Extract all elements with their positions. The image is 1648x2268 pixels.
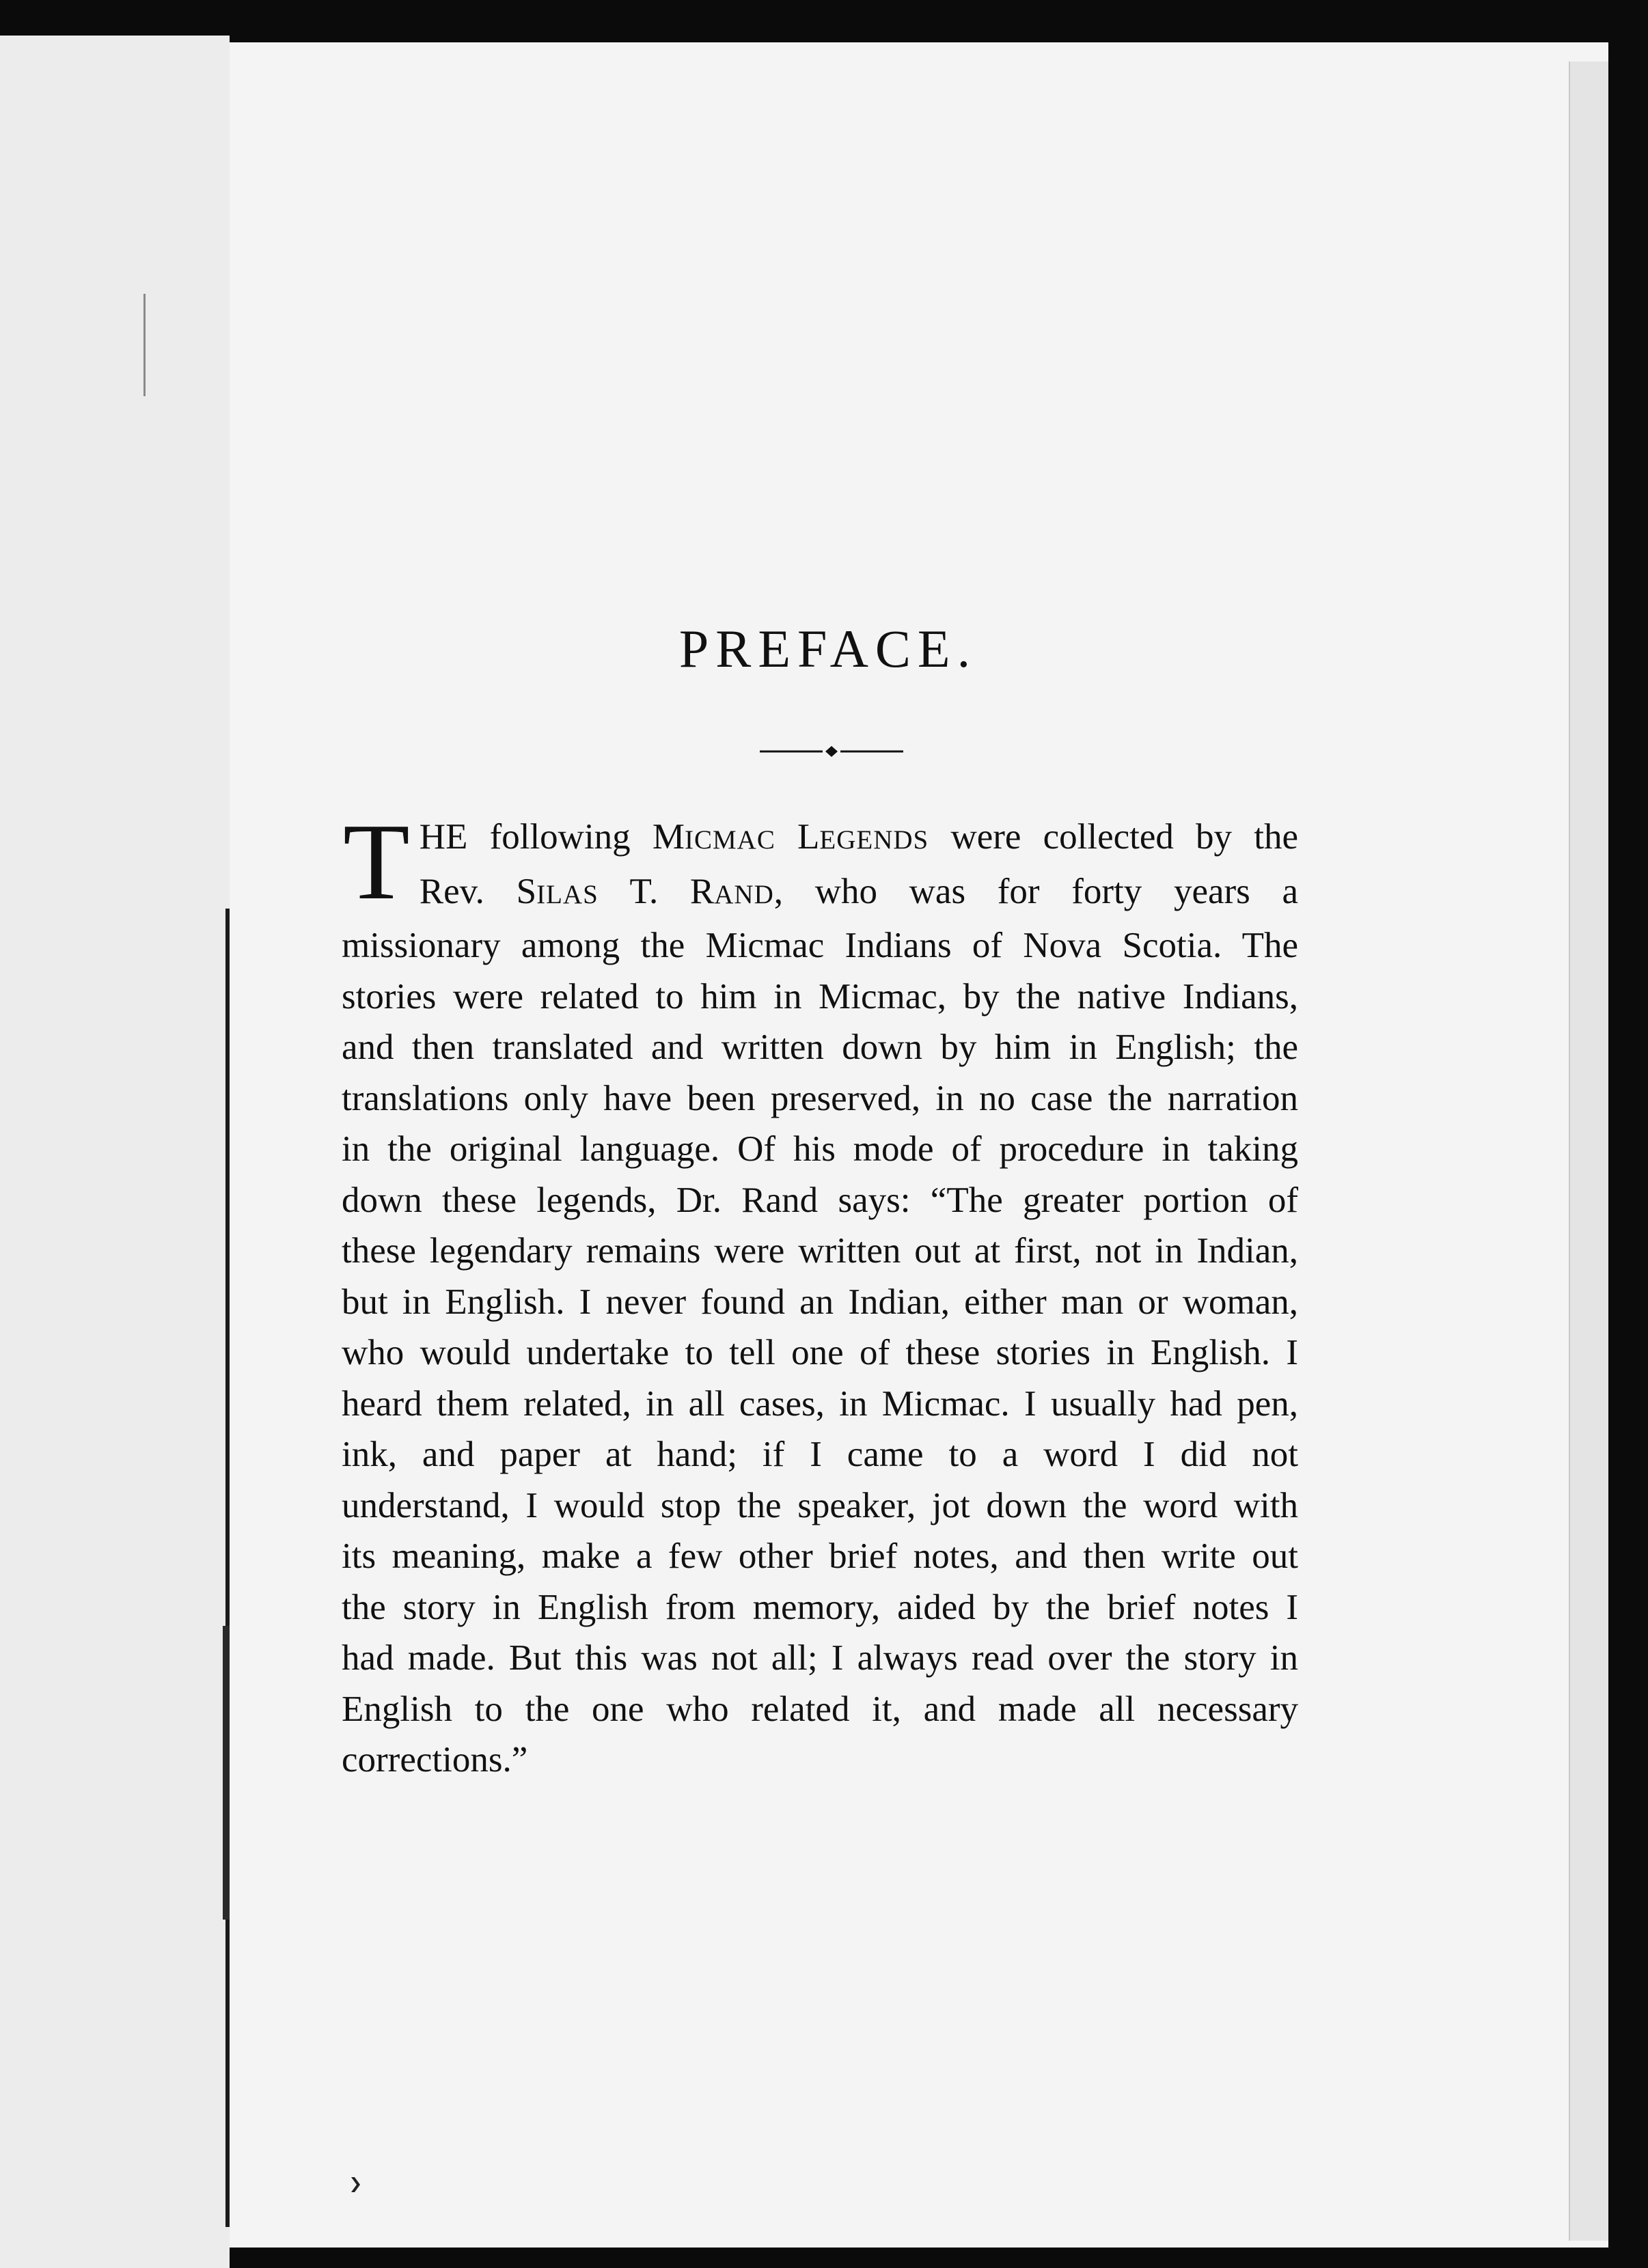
text-run: following [467,817,653,857]
binding-mark [143,294,146,396]
ink-speck-icon [350,2176,362,2194]
text-run: , who was for forty years a missionary among the Micmac Indians of Nova Scotia. The stories were related to him in Micmac, by the native Indians, and then translated and written down by him in English; the translations only have been preserved, in no case the narration in the original language. Of his mode of procedure in taking down these legends, Dr. Rand says: “The greater portion of these legendary remains were written out at first, not in Indian, but in English. I never found an Indian, either man or woman, who would undertake to tell one of these stories in English. I heard them related, in all cases, in Micmac. I usually had pen, ink, and paper at hand; if I came to a word I did not understand, I would stop the speaker, jot down the word with its meaning, make a few other brief notes, and then write out the story in English from memory, aided by the brief notes I had made. But this was not all; I always read over the story in English to the one who related it, and made all necessary corrections.” [342,871,1299,1780]
scan-border-bottom [230,2248,1608,2268]
small-caps-rest: ICMAC [685,825,775,855]
preface-paragraph [342,801,1299,1786]
left-page-edge [0,36,230,2268]
small-caps-rest: ILAS [536,879,599,909]
small-caps-rest: AND [714,879,774,909]
rule-with-diamond-icon [760,743,903,760]
first-word-rest: HE [419,817,468,857]
page-fold-edge [1569,61,1610,2241]
small-caps-initial: M [652,817,685,857]
drop-cap: T [343,801,410,922]
scan-border-right [1608,42,1648,2268]
page-title: PREFACE. [678,619,978,678]
small-caps-rest: EGENDS [819,825,929,855]
text-run [775,817,797,857]
text-run: T. [598,871,690,911]
small-caps-initial: L [797,817,820,857]
small-caps-initial: S [516,871,537,911]
small-caps-initial: R [689,871,715,911]
text-run: were collected by the Rev. [419,817,1298,911]
